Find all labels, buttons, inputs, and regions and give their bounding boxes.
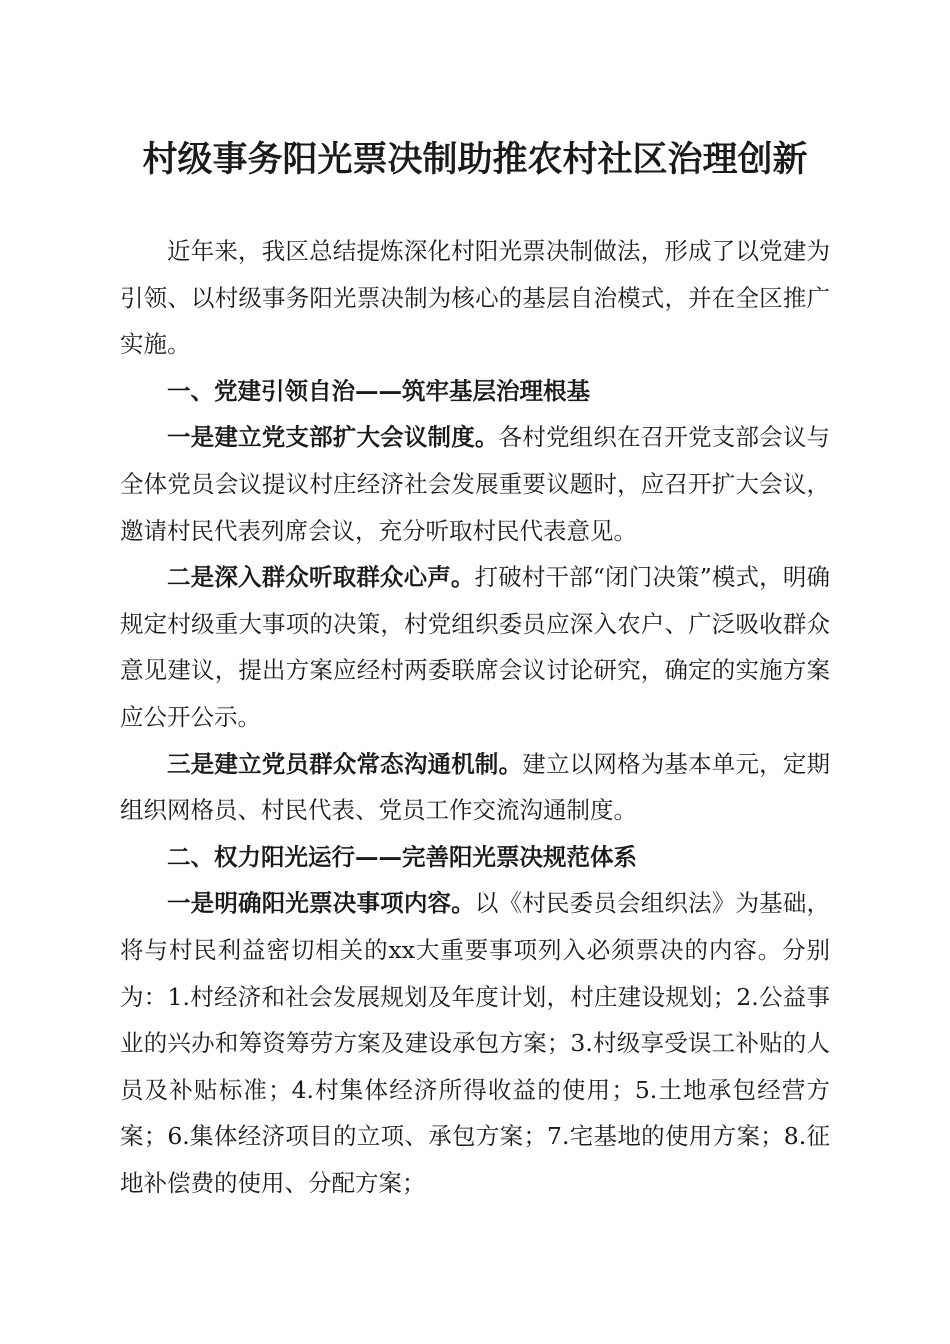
section-heading: 一、党建引领自治——筑牢基层治理根基	[167, 376, 590, 405]
paragraph-lead: 二是深入群众听取群众心声。	[167, 563, 475, 592]
paragraph-lead: 一是建立党支部扩大会议制度。	[167, 423, 499, 452]
paragraph-text: 打破村干部“闭门决策”模式，明确规定村级重大事项的决策，村党组织委员应深入农户、广泛吸收群众意见建议，提出方案应经村两委联席会议讨论研究，确定的实施方案应公开公示。	[120, 563, 830, 731]
document-body	[120, 228, 830, 1206]
paragraph	[120, 414, 830, 554]
paragraph-lead: 三是建立党员群众常态沟通机制。	[167, 749, 523, 778]
paragraph-lead: 一是明确阳光票决事项内容。	[167, 889, 475, 918]
paragraph	[120, 741, 830, 834]
paragraph-text: 以《村民委员会组织法》为基础，将与村民利益密切相关的xx大重要事项列入必须票决的内容。分别为：1.村经济和社会发展规划及年度计划，村庄建设规划；2.公益事业的兴办和筹资筹劳方案及建设承包方案；3.村级享受误工补贴的人员及补贴标准；4.村集体经济所得收益的使用；5.土地承包经营方案；6.集体经济项目的立项、承包方案；7.宅基地的使用方案；8.征地补偿费的使用、分配方案；	[120, 889, 831, 1197]
document-title: 村级事务阳光票决制助推农村社区治理创新	[142, 140, 808, 180]
section-heading: 二、权力阳光运行——完善阳光票决规范体系	[167, 842, 637, 871]
paragraph	[120, 880, 830, 1206]
paragraph	[120, 554, 830, 740]
paragraph-text: 各村党组织在召开党支部会议与全体党员会议提议村庄经济社会发展重要议题时，应召开扩大会议，邀请村民代表列席会议，充分听取村民代表意见。	[120, 423, 831, 545]
paragraph-text: 建立以网格为基本单元，定期组织网格员、村民代表、党员工作交流沟通制度。	[120, 749, 831, 825]
intro-paragraph: 近年来，我区总结提炼深化村阳光票决制做法，形成了以党建为引领、以村级事务阳光票决制为核心的基层自治模式，并在全区推广实施。	[120, 237, 830, 359]
